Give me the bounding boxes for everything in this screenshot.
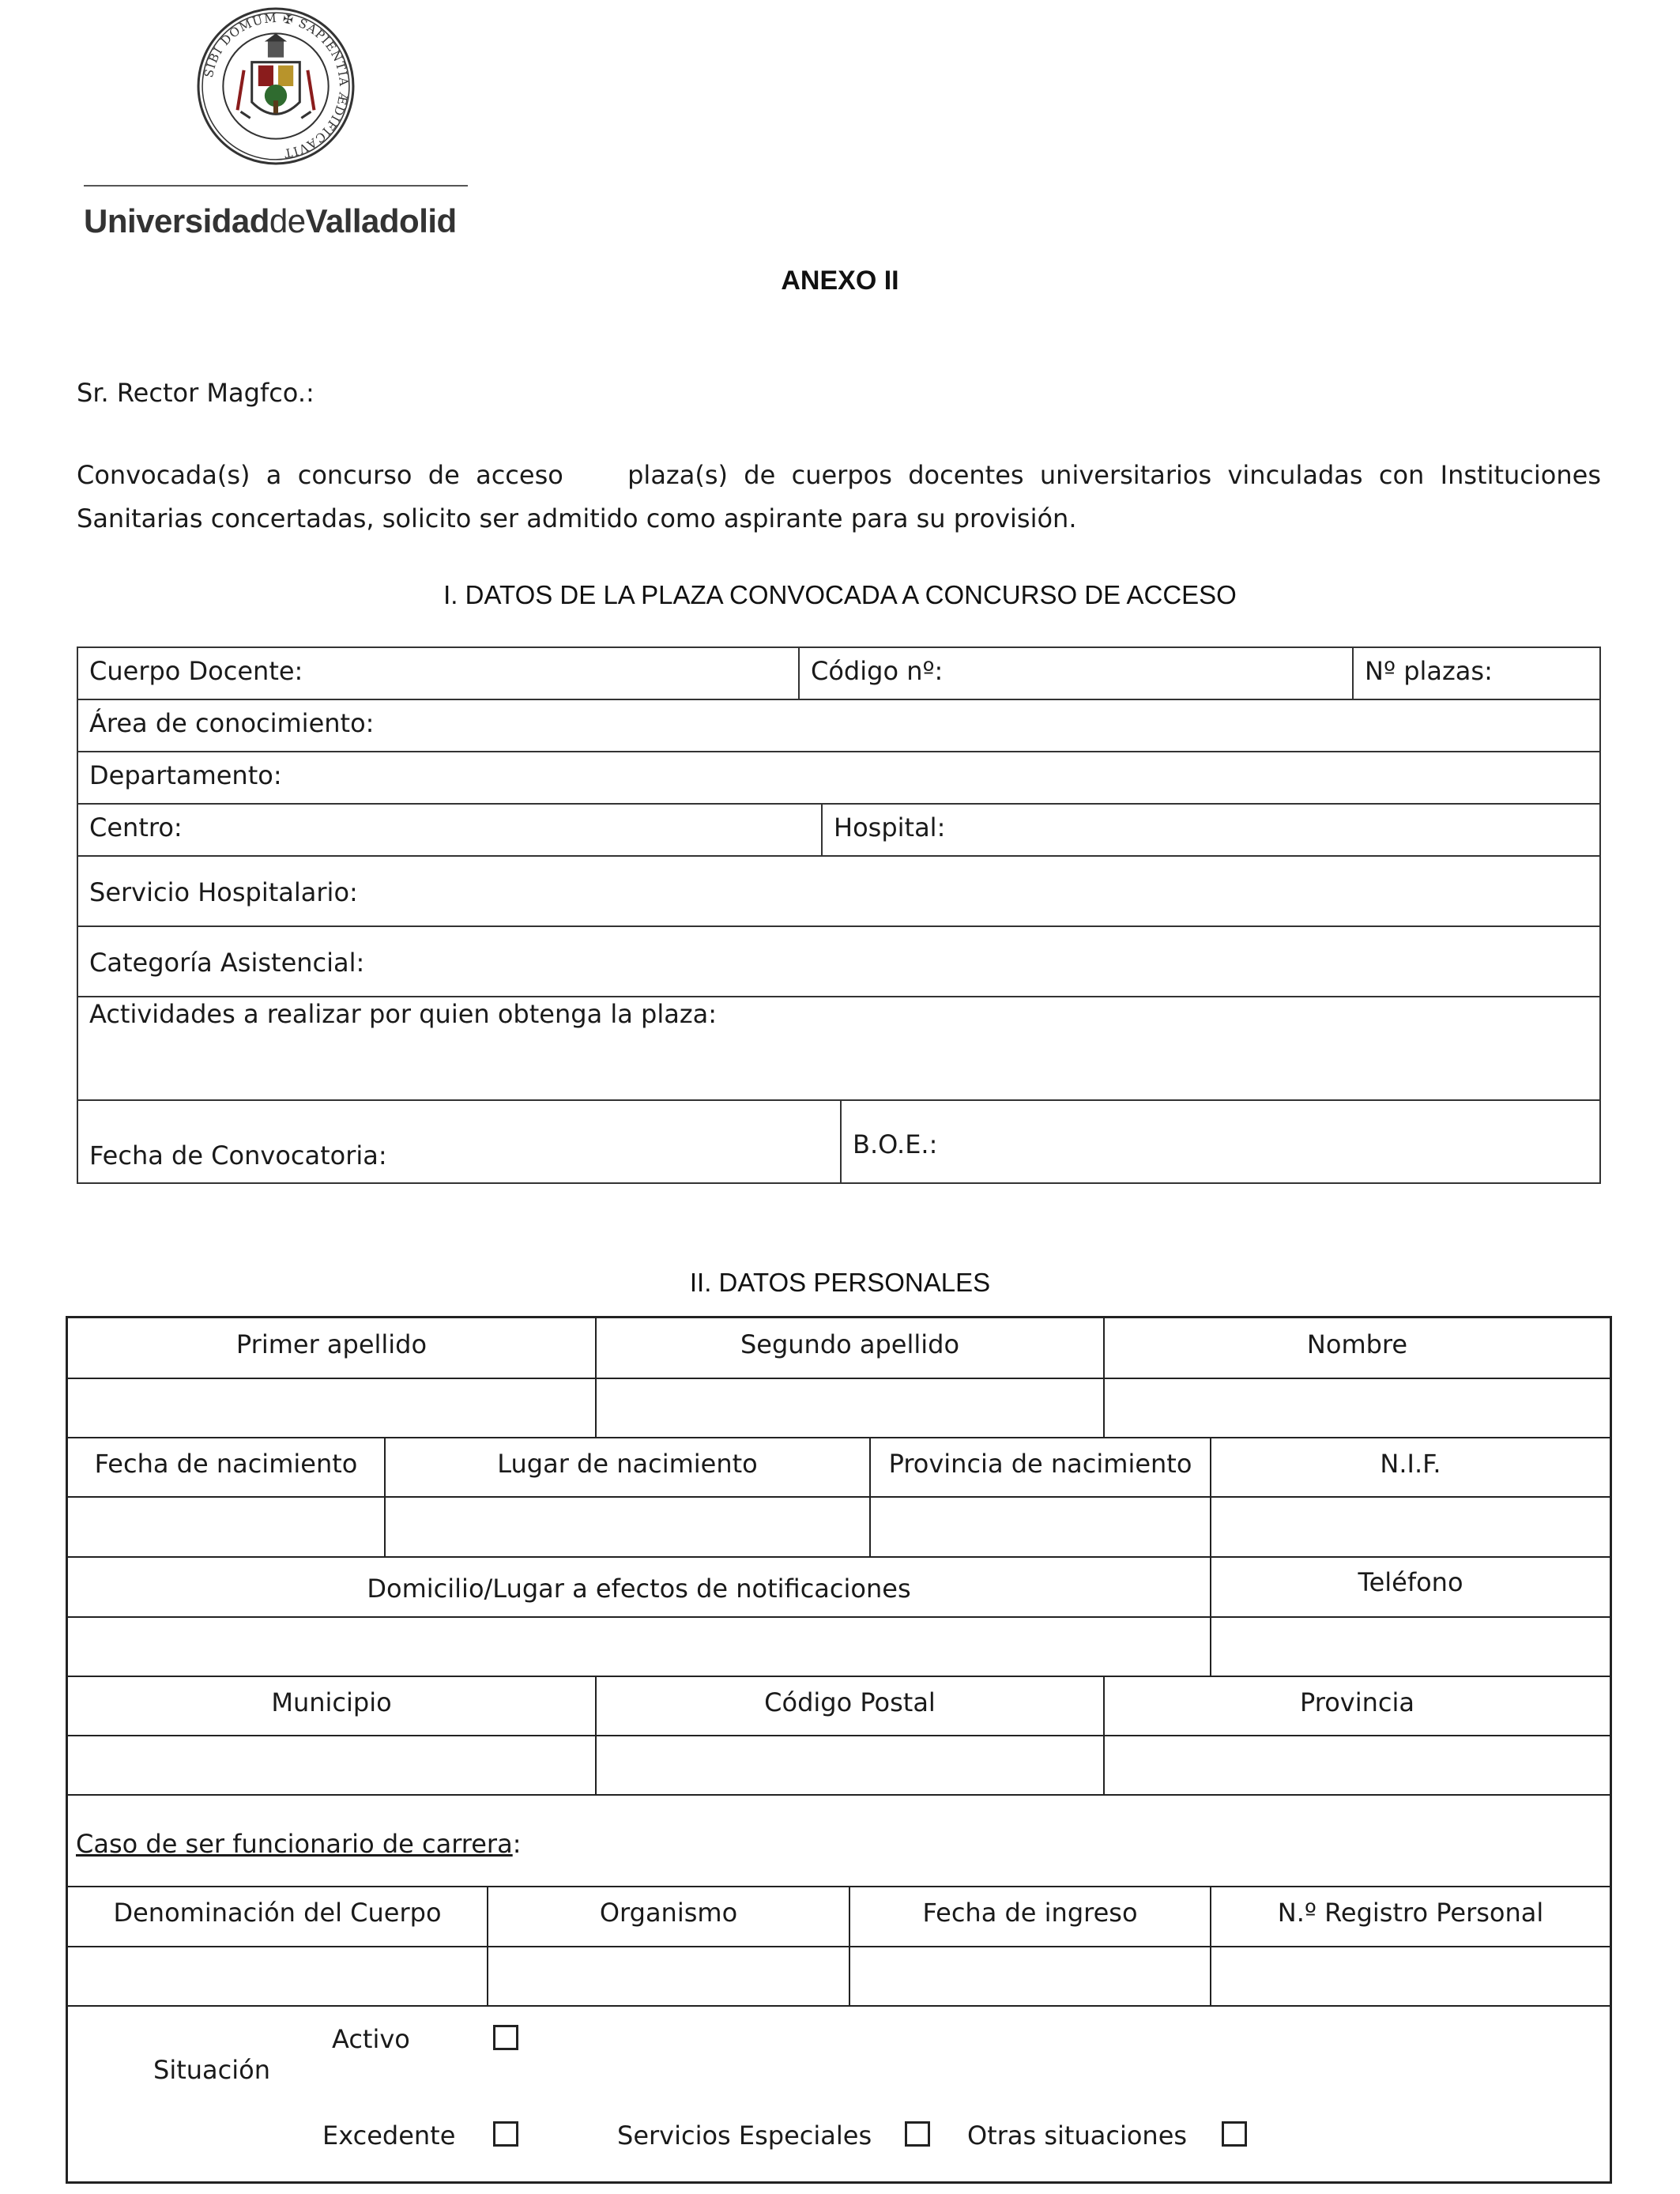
hospital-field[interactable]: Hospital: [821, 803, 1601, 857]
telefono-header: Teléfono [1358, 1567, 1463, 1597]
segundo-apellido-header: Segundo apellido [740, 1329, 960, 1359]
codigo-postal-header: Código Postal [764, 1687, 936, 1717]
denominacion-cuerpo-header: Denominación del Cuerpo [113, 1898, 442, 1928]
nombre-header: Nombre [1306, 1329, 1408, 1359]
fecha-nacimiento-header: Fecha de nacimiento [94, 1449, 358, 1479]
section2-title: II. DATOS PERSONALES [689, 1268, 991, 1297]
denominacion-cuerpo-input[interactable] [68, 1947, 487, 2005]
organismo-input[interactable] [488, 1947, 849, 2005]
provincia-input[interactable] [1105, 1736, 1610, 1794]
provincia-header: Provincia [1300, 1687, 1414, 1717]
funcionario-label: Caso de ser funcionario de carrera: [76, 1829, 522, 1859]
seal-motto: SIBI DOMUM ✠ SAPIENTIA ÆDIFICAVIT [201, 10, 351, 161]
cuerpo-docente-field[interactable]: Cuerpo Docente: [77, 647, 800, 700]
registro-personal-header: N.º Registro Personal [1277, 1898, 1544, 1928]
departamento-field[interactable]: Departamento: [77, 751, 1601, 805]
university-wordmark: UniversidaddeValladolid [84, 202, 457, 239]
salutation: Sr. Rector Magfco.: [77, 378, 315, 408]
excedente-label: Excedente [322, 2120, 456, 2151]
intro-paragraph: Convocada(s) a concurso de acceso plaza(s) de cuerpos docentes universitarios vinculadas con Instituciones Sanitarias concertadas, solicito ser admitido como aspirante para su provisión. [77, 460, 1610, 533]
situacion-label: Situación [153, 2055, 270, 2085]
lugar-nacimiento-input[interactable] [386, 1498, 869, 1556]
document-title: ANEXO II [781, 266, 899, 296]
domicilio-input[interactable] [68, 1618, 1210, 1676]
municipio-header: Municipio [271, 1687, 392, 1717]
fecha-ingreso-header: Fecha de ingreso [922, 1898, 1138, 1928]
activo-label: Activo [332, 2024, 410, 2054]
n-plazas-field[interactable]: Nº plazas: [1352, 647, 1601, 700]
activo-checkbox[interactable] [493, 2025, 518, 2050]
lugar-nacimiento-header: Lugar de nacimiento [497, 1449, 758, 1479]
primer-apellido-input[interactable] [68, 1379, 595, 1437]
centro-field[interactable]: Centro: [77, 803, 823, 857]
personal-data-table [66, 1316, 1612, 2184]
provincia-nacimiento-header: Provincia de nacimiento [888, 1449, 1192, 1479]
area-conocimiento-field[interactable]: Área de conocimiento: [77, 699, 1601, 752]
segundo-apellido-input[interactable] [597, 1379, 1103, 1437]
codigo-postal-input[interactable] [597, 1736, 1103, 1794]
fecha-convocatoria-field[interactable]: Fecha de Convocatoria: [77, 1099, 842, 1184]
servicios-especiales-checkbox[interactable] [905, 2121, 930, 2147]
otras-situaciones-label: Otras situaciones [967, 2120, 1188, 2151]
servicio-hospitalario-field[interactable]: Servicio Hospitalario: [77, 855, 1601, 927]
section1-title: I. DATOS DE LA PLAZA CONVOCADA A CONCURSO DE ACCESO [443, 580, 1237, 609]
categoria-asistencial-field[interactable]: Categoría Asistencial: [77, 925, 1601, 997]
registro-personal-input[interactable] [1211, 1947, 1610, 2005]
provincia-nacimiento-input[interactable] [871, 1498, 1210, 1556]
fecha-nacimiento-input[interactable] [68, 1498, 384, 1556]
domicilio-header: Domicilio/Lugar a efectos de notificaciones [367, 1574, 911, 1604]
otras-situaciones-checkbox[interactable] [1222, 2121, 1247, 2147]
fecha-ingreso-input[interactable] [850, 1947, 1210, 2005]
university-seal-logo [196, 6, 356, 166]
excedente-checkbox[interactable] [493, 2121, 518, 2147]
organismo-header: Organismo [599, 1898, 738, 1928]
servicios-especiales-label: Servicios Especiales [617, 2120, 872, 2151]
codigo-field[interactable]: Código nº: [798, 647, 1354, 700]
nif-input[interactable] [1211, 1498, 1610, 1556]
brand-divider [84, 185, 468, 187]
municipio-input[interactable] [68, 1736, 595, 1794]
nombre-input[interactable] [1105, 1379, 1610, 1437]
plaza-data-table [77, 647, 1601, 1184]
nif-header: N.I.F. [1380, 1449, 1441, 1479]
boe-field[interactable]: B.O.E.: [840, 1099, 1601, 1184]
actividades-field[interactable]: Actividades a realizar por quien obtenga la plaza: [77, 996, 1601, 1101]
telefono-input[interactable] [1211, 1618, 1610, 1676]
primer-apellido-header: Primer apellido [235, 1329, 428, 1359]
